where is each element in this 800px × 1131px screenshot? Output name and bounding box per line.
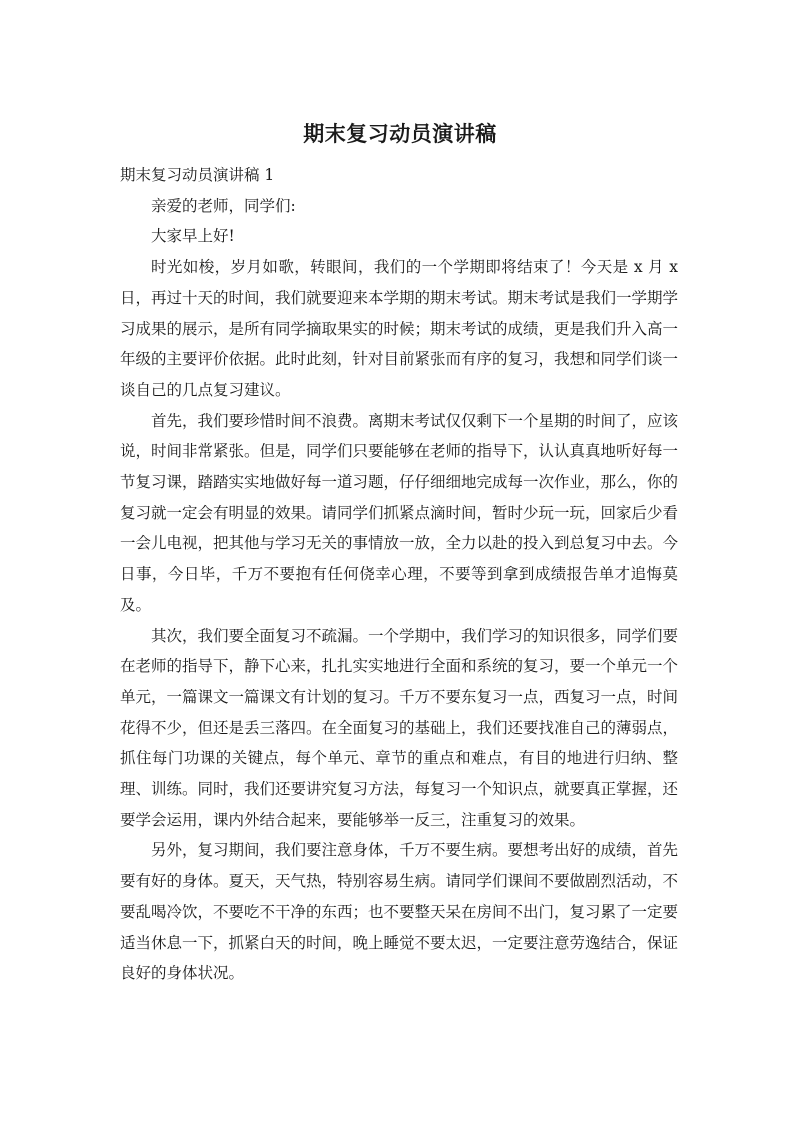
document-title: 期末复习动员演讲稿 — [303, 122, 497, 146]
paragraph-first-point: 首先，我们要珍惜时间不浪费。离期末考试仅仅剩下一个星期的时间了，应该说，时间非常紧张。但是，同学们只要能够在老师的指导下，认认真真地听好每一节复习课，踏踏实实地做好每一道习题，仔仔细细地完成每一次作业，那么，你的复习就一定会有明显的效果。请同学们抓紧点滴时间，暂时少玩一玩，回家后少看一会儿电视，把其他与学习无关的事情放一放，全力以赴的投入到总复习中去。今日事，今日毕，千万不要抱有任何侥幸心理，不要等到拿到成绩报告单才追悔莫及。 — [120, 411, 679, 614]
section-heading: 期末复习动员演讲稿 1 — [120, 166, 275, 184]
salutation: 亲爱的老师，同学们: — [151, 196, 296, 215]
paragraph-third-point: 另外，复习期间，我们要注意身体，千万不要生病。要想考出好的成绩，首先要有好的身体。夏天，天气热，特别容易生病。请同学们课间不要做剧烈活动，不要乱喝冷饮，不要吃不干净的东西；也不要整天呆在房间不出门，复习累了一定要适当休息一下，抓紧白天的时间，晚上睡觉不要太迟，一定要注意劳逸结合，保证良好的身体状况。 — [120, 841, 679, 983]
paragraph-second-point: 其次，我们要全面复习不疏漏。一个学期中，我们学习的知识很多，同学们要在老师的指导下，静下心来，扎扎实实地进行全面和系统的复习，要一个单元一个单元，一篇课文一篇课文有计划的复习。千万不要东复习一点，西复习一点，时间花得不少，但还是丢三落四。在全面复习的基础上，我们还要找准自己的薄弱点，抓住每门功课的关键点，每个单元、章节的重点和难点，有目的地进行归纳、整理、训练。同时，我们还要讲究复习方法，每复习一个知识点，就要真正掌握，还要学会运用，课内外结合起来，要能够举一反三，注重复习的效果。 — [120, 626, 679, 829]
paragraph-intro: 时光如梭，岁月如歌，转眼间，我们的一个学期即将结束了！今天是 x 月 x 日，再过十天的时间，我们就要迎来本学期的期末考试。期末考试是我们一学期学习成果的展示，是所有同学摘取果实的时候；期末考试的成绩，更是我们升入高一年级的主要评价依据。此时此刻，针对目前紧张而有序的复习，我想和同学们谈一谈自己的几点复习建议。 — [120, 258, 679, 399]
document-body — [120, 160, 678, 989]
greeting: 大家早上好! — [151, 227, 235, 246]
